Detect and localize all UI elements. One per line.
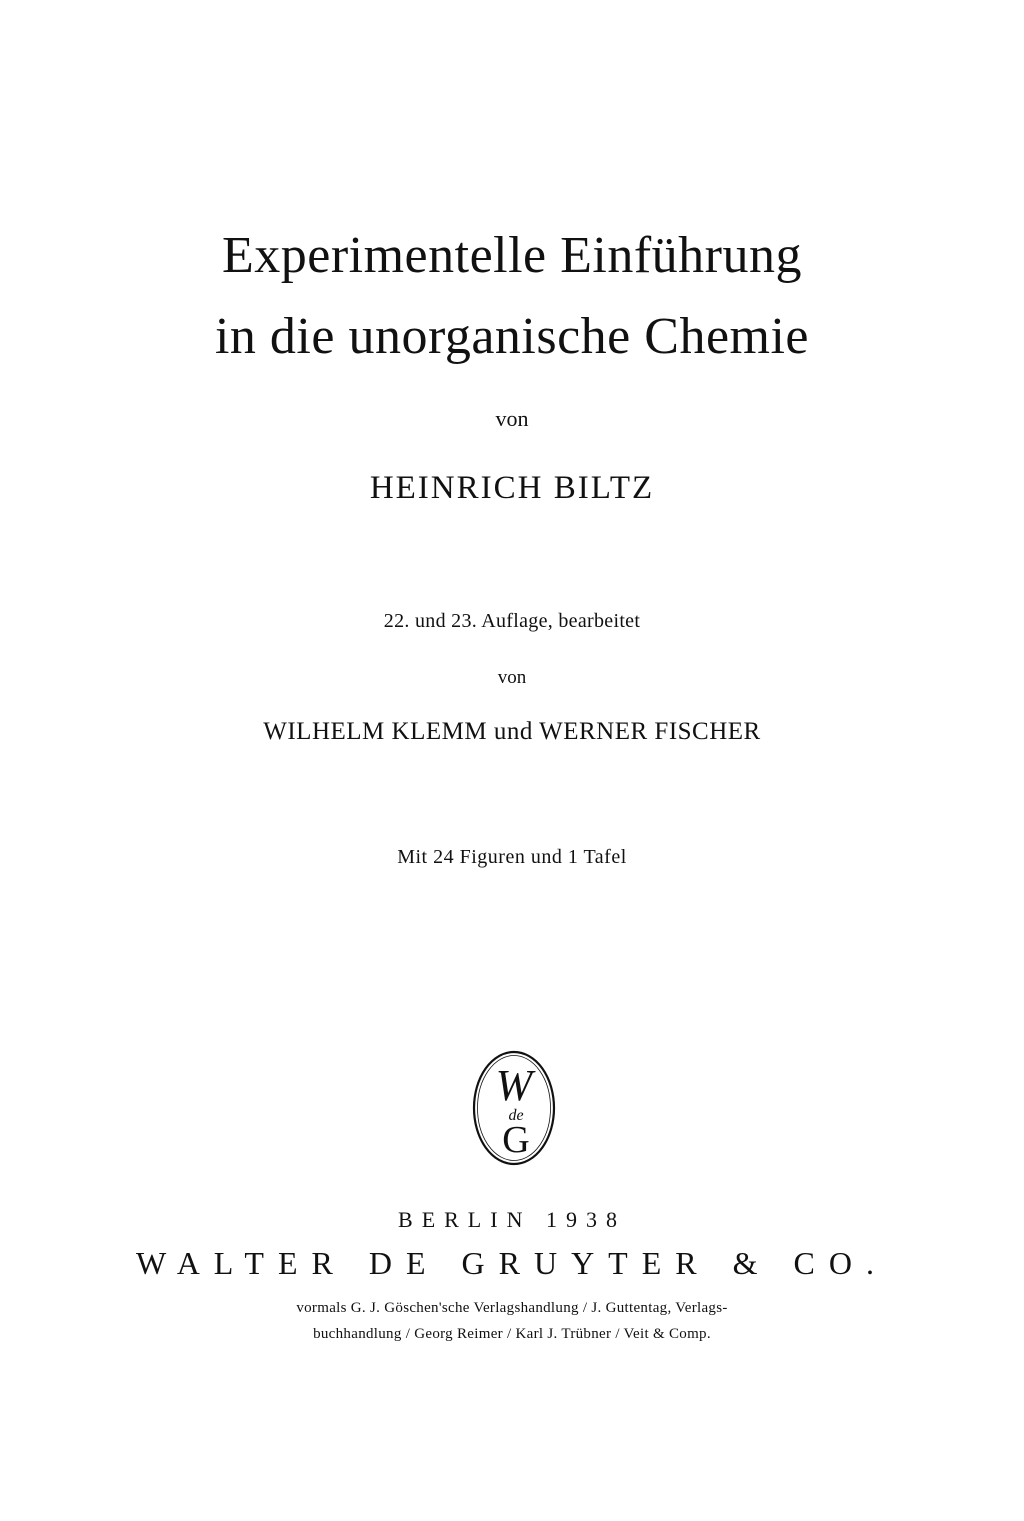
logo-letters-de: de — [508, 1107, 524, 1124]
author-name: HEINRICH BILTZ — [369, 470, 655, 506]
publisher-former-names-line-2: buchhandlung / Georg Reimer / Karl J. Trübner / Veit & Comp. — [313, 1326, 711, 1342]
editors-names: WILHELM KLEMM und WERNER FISCHER — [263, 718, 761, 745]
by-label: von — [495, 406, 529, 431]
book-title-line-2: in die unorganische Chemie — [214, 308, 809, 365]
place-year: BERLIN 1938 — [398, 1207, 626, 1232]
figures-note: Mit 24 Figuren und 1 Tafel — [397, 846, 627, 868]
logo-letter-w: W — [495, 1061, 533, 1110]
edition-note: 22. und 23. Auflage, bearbeitet — [383, 610, 641, 632]
book-title-line-1: Experimentelle Einführung — [222, 227, 802, 284]
publisher-name: WALTER DE GRUYTER & CO. — [136, 1245, 888, 1281]
publisher-former-names-line-1: vormals G. J. Göschen'sche Verlagshandlung / J. Guttentag, Verlags- — [296, 1300, 728, 1316]
edited-by-label: von — [497, 667, 527, 688]
logo-letter-g: G — [502, 1119, 530, 1161]
wdg-publisher-monogram-icon — [470, 1048, 558, 1168]
